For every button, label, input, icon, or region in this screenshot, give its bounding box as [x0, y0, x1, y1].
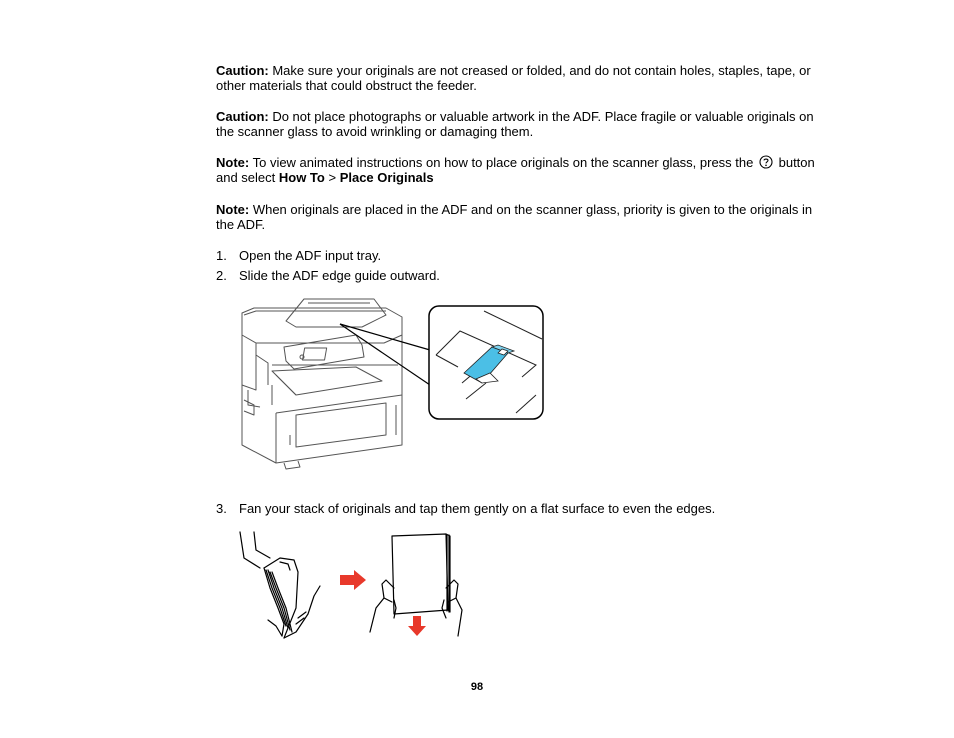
- step-text: Open the ADF input tray.: [239, 248, 382, 263]
- note-paragraph-2: [216, 202, 828, 232]
- step-1: [216, 248, 381, 263]
- page-number: 98: [470, 681, 484, 693]
- step-3: [216, 501, 715, 516]
- caution-label: Caution:: [216, 109, 269, 124]
- caution-paragraph-1: [216, 63, 828, 93]
- note-label: Note:: [216, 155, 250, 170]
- note-text: button and select: [216, 155, 815, 185]
- step-2: [216, 268, 440, 283]
- help-icon: [759, 155, 773, 169]
- menu-how-to: How To: [278, 170, 325, 185]
- right-arrow-icon: [340, 570, 366, 590]
- step-text: Fan your stack of originals and tap them gently on a flat surface to even the edges.: [239, 501, 716, 516]
- note-paragraph-1: [216, 155, 828, 185]
- step-number: 3.: [216, 501, 227, 516]
- step-text: Slide the ADF edge guide outward.: [239, 268, 440, 283]
- step-number: 1.: [216, 248, 227, 263]
- menu-separator: >: [324, 170, 340, 185]
- caution-label: Caution:: [216, 63, 269, 78]
- note-text: When originals are placed in the ADF and on the scanner glass, priority is given to the originals in the ADF.: [216, 202, 813, 232]
- printer-edge-guide-illustration: [236, 295, 548, 475]
- fan-and-tap-originals-illustration: [236, 528, 468, 646]
- menu-place-originals: Place Originals: [339, 170, 434, 185]
- down-arrow-icon: [408, 616, 426, 636]
- caution-text: Make sure your originals are not creased or folded, and do not contain holes, staples, tape, or other materials that could obstruct the feeder.: [216, 63, 811, 93]
- note-label: Note:: [216, 202, 250, 217]
- caution-text: Do not place photographs or valuable artwork in the ADF. Place fragile or valuable originals on the scanner glass to avoid wrinkling or damaging them.: [216, 109, 814, 139]
- caution-paragraph-2: [216, 109, 828, 139]
- note-text: To view animated instructions on how to place originals on the scanner glass, press the: [249, 155, 754, 170]
- step-number: 2.: [216, 268, 227, 283]
